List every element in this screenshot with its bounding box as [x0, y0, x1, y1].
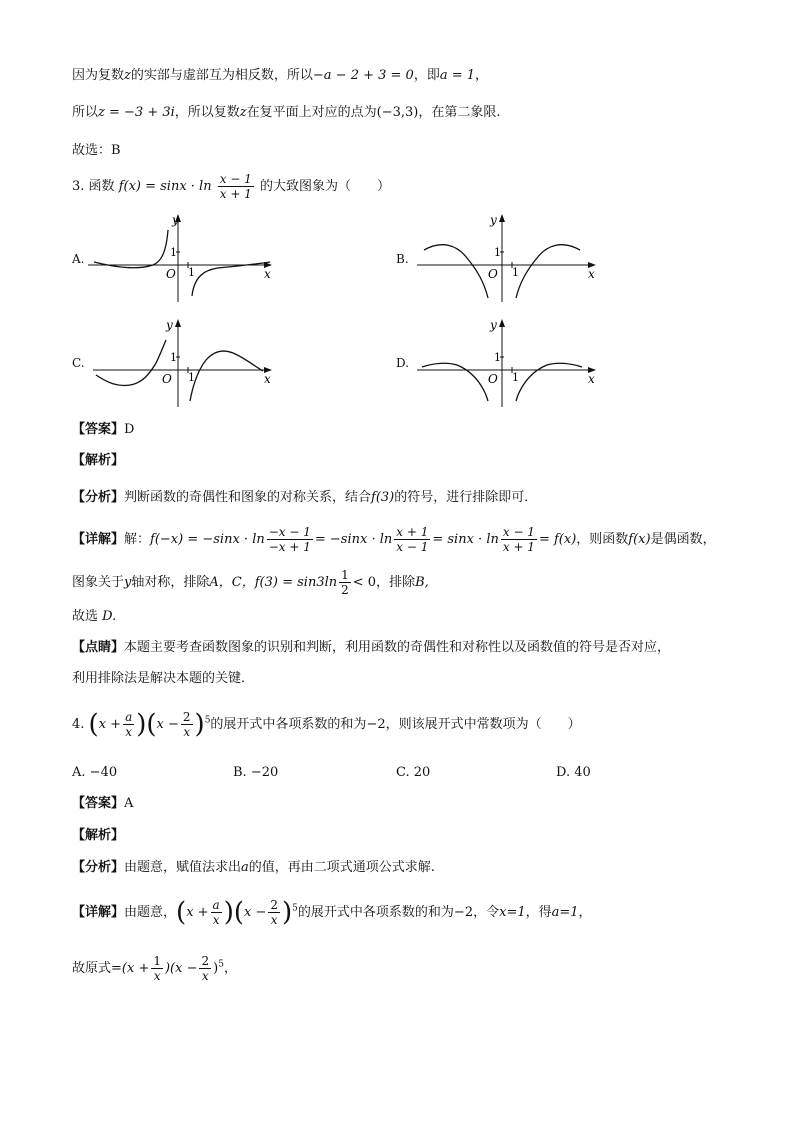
question-number: 4.	[72, 717, 85, 732]
denominator: x	[153, 969, 161, 983]
graph-option-a	[88, 210, 278, 309]
choice-a	[72, 765, 117, 780]
q2-line1	[72, 66, 488, 86]
choice-d	[556, 765, 591, 780]
q4-stem: 4. (x + $\frac{a}{x}$ )(x − $\frac{2}{x}$ )$^5$的展开式中各项系数的和为−2，则该展开式中常数项为（ ）	[72, 709, 581, 740]
var-a: a	[241, 860, 249, 875]
q2-answer: 故选：B	[72, 143, 121, 158]
choice-value: −40	[89, 765, 118, 780]
expr: )	[213, 961, 219, 976]
origin-label: O	[162, 372, 172, 386]
exponent: 5	[204, 715, 211, 726]
q3-analysis-tag: 【解析】	[72, 453, 125, 468]
expr: x +	[186, 905, 209, 920]
numerator: −x − 1	[268, 525, 311, 539]
curve-right	[516, 363, 582, 401]
q3-dianjing-1	[72, 638, 670, 658]
text: 在复平面上对应的点为	[246, 105, 377, 120]
equation: = −sinx · ln	[314, 532, 393, 547]
choice-c	[396, 765, 430, 780]
value: −2	[453, 905, 474, 920]
text: ，得	[525, 905, 552, 920]
var-z: z	[124, 68, 131, 83]
point: (−3,3)	[376, 105, 419, 120]
equation: = f(x)	[538, 532, 577, 547]
q3-answer	[72, 420, 134, 440]
text: 由题意，	[124, 905, 177, 920]
numerator: a	[212, 898, 220, 912]
fraction	[339, 568, 351, 597]
origin-label: O	[166, 267, 176, 281]
expr: (x +	[121, 961, 150, 976]
option-b-ref: B,	[415, 575, 429, 590]
curve-left	[422, 363, 488, 401]
choice-value: 40	[574, 765, 591, 780]
inequality: < 0	[352, 575, 377, 590]
q3-dianjing-2: 利用排除法是解决本题的关键．	[72, 671, 255, 686]
fenxi-tag: 【分析】	[72, 860, 125, 875]
expr: x +	[98, 717, 122, 732]
text: ，令	[473, 905, 500, 920]
text: ，则函数	[576, 532, 629, 547]
axis-x-label: x	[264, 267, 271, 281]
curve-right	[192, 262, 270, 296]
choice-value: 20	[413, 765, 431, 780]
equation: a=1	[551, 905, 579, 920]
denominator: x	[270, 913, 278, 927]
equation: f(3)	[371, 490, 395, 505]
denominator: x	[125, 725, 133, 739]
fraction	[151, 954, 163, 983]
detail-tag: 【详解】	[72, 905, 125, 920]
origin-label: O	[488, 372, 498, 386]
y-one-label: 1	[494, 351, 501, 364]
axis-y-label: y	[172, 213, 179, 227]
fraction	[199, 954, 211, 983]
x-one-label: 1	[512, 371, 519, 384]
option-b-label: B.	[396, 252, 409, 266]
denominator: x − 1	[396, 540, 429, 554]
equation: f(x)	[628, 532, 651, 547]
axis-x-label: x	[588, 267, 595, 281]
x-one-label: 1	[512, 266, 519, 279]
var-z: z	[239, 105, 247, 120]
q3-choose	[72, 607, 116, 627]
text: 所以	[72, 105, 99, 120]
answer-value: D	[124, 422, 135, 437]
numerator: 2	[182, 710, 191, 724]
text: ，则该展开式中常数项为（ ）	[385, 717, 581, 732]
fraction	[181, 710, 193, 739]
text: 判断函数的奇偶性和图象的对称关系，结合	[124, 490, 372, 505]
curve-left	[94, 230, 168, 268]
numerator: x − 1	[219, 172, 252, 186]
text: 故原式=	[72, 961, 122, 976]
q3-detail-line2	[72, 568, 429, 597]
fraction	[123, 710, 134, 739]
fraction	[211, 898, 222, 927]
choice-label: D.	[556, 765, 571, 780]
answer-value: A	[124, 796, 134, 811]
text: 因为复数	[72, 68, 125, 83]
text: 的展开式中各项系数的和为	[210, 717, 367, 732]
denominator: x	[201, 969, 209, 983]
option-d-label: D.	[396, 356, 410, 370]
q3-stem	[72, 172, 390, 201]
numerator: 2	[270, 898, 279, 912]
fraction	[267, 525, 313, 554]
text: 图象关于	[72, 575, 125, 590]
q3-detail-line1	[72, 525, 716, 554]
expr: )(x −	[164, 961, 198, 976]
text: 的实部与虚部互为相反数，所以	[130, 68, 313, 83]
text: 的符号，进行排除即可．	[394, 490, 538, 505]
question-number: 3. 函数	[72, 179, 115, 194]
text: ，所以复数	[174, 105, 240, 120]
choice-b	[233, 765, 278, 780]
text: 本题主要考查函数图象的识别和判断，利用函数的奇偶性和对称性以及函数值的符号是否对应，	[124, 640, 671, 655]
fraction	[501, 525, 537, 554]
choice-label: C.	[396, 765, 410, 780]
text: 故选	[72, 609, 99, 624]
fraction	[268, 898, 280, 927]
x-one-label: 1	[188, 266, 195, 279]
detail-tag: 【详解】	[72, 532, 125, 547]
var-y: y	[124, 575, 132, 590]
q4-answer	[72, 794, 133, 814]
denominator: −x + 1	[268, 540, 311, 554]
q4-original	[72, 954, 237, 983]
x-one-label: 1	[188, 371, 195, 384]
graph-option-b	[412, 210, 602, 309]
q4-analysis-tag: 【解析】	[72, 828, 125, 843]
curve-right	[190, 351, 263, 401]
equation: −a − 2 + 3 = 0	[312, 68, 414, 83]
function: f(x) = sinx · ln	[118, 179, 212, 194]
numerator: 1	[341, 568, 349, 582]
axis-y-label: y	[490, 318, 497, 332]
text: ，在第二象限.	[418, 105, 501, 120]
fraction	[218, 172, 254, 201]
denominator: x + 1	[219, 187, 252, 201]
axis-x-label: x	[588, 372, 595, 386]
choice-label: B.	[233, 765, 247, 780]
expr: x −	[244, 905, 267, 920]
denominator: 2	[341, 583, 349, 597]
equation: = sinx · ln	[432, 532, 499, 547]
q4-fenxi	[72, 858, 435, 878]
option-c-label: C.	[72, 356, 85, 370]
axis-y-label: y	[490, 213, 497, 227]
value: −2	[366, 717, 386, 732]
q3-fenxi	[72, 488, 537, 508]
axis-y-label: y	[166, 318, 173, 332]
numerator: 1	[153, 954, 161, 968]
exponent: 5	[218, 959, 224, 970]
equation: f(3) = sin3ln	[254, 575, 338, 590]
equation: z = −3 + 3i	[98, 105, 175, 120]
equation: a = 1	[439, 68, 476, 83]
q4-detail: 【详解】由题意，(x + $\frac{a}{x}$ )(x − $\frac{2}{x}$ )$^5$的展开式中各项系数的和为−2，令x=1，得a=1，	[72, 897, 592, 928]
fenxi-tag: 【分析】	[72, 490, 125, 505]
text: 的大致图象为（ ）	[259, 179, 390, 194]
choice-label: A.	[72, 765, 86, 780]
numerator: x + 1	[396, 525, 429, 539]
exponent: 5	[292, 903, 298, 914]
answer-tag: 【答案】	[72, 796, 125, 811]
text: ，即	[413, 68, 440, 83]
text: 解：	[124, 532, 151, 547]
options-ac: A，C，	[209, 575, 255, 590]
text: 的值，再由二项式通项公式求解.	[248, 860, 435, 875]
numerator: x − 1	[502, 525, 535, 539]
curve-right	[516, 245, 580, 298]
denominator: x	[183, 725, 191, 739]
text: ，	[223, 961, 237, 976]
text: ，	[578, 905, 592, 920]
dianjing-tag: 【点睛】	[72, 640, 125, 655]
curve-left	[96, 340, 166, 386]
fraction	[394, 525, 430, 554]
numerator: 2	[201, 954, 210, 968]
option-a-label: A.	[72, 252, 85, 266]
text: 的展开式中各项系数的和为	[297, 905, 454, 920]
expr: x −	[156, 717, 179, 732]
y-one-label: 1	[170, 246, 177, 259]
text: ，	[475, 68, 489, 83]
denominator: x + 1	[502, 540, 535, 554]
choice-value: −20	[250, 765, 279, 780]
text: 由题意，赋值法求出	[124, 860, 242, 875]
q2-line2	[72, 103, 501, 123]
text: 轴对称，排除	[131, 575, 210, 590]
y-one-label: 1	[170, 351, 177, 364]
option-d-ref: D.	[102, 609, 117, 624]
denominator: x	[212, 913, 220, 927]
curve-left	[424, 245, 488, 298]
numerator: a	[125, 710, 133, 724]
text: 是偶函数，	[650, 532, 716, 547]
answer-tag: 【答案】	[72, 422, 125, 437]
equation: x=1	[499, 905, 526, 920]
graph-option-d	[412, 315, 602, 414]
graph-option-c	[88, 315, 278, 414]
origin-label: O	[488, 267, 498, 281]
equation: f(−x) = −sinx · ln	[150, 532, 265, 547]
axis-x-label: x	[264, 372, 271, 386]
text: ，排除	[376, 575, 416, 590]
y-one-label: 1	[494, 246, 501, 259]
